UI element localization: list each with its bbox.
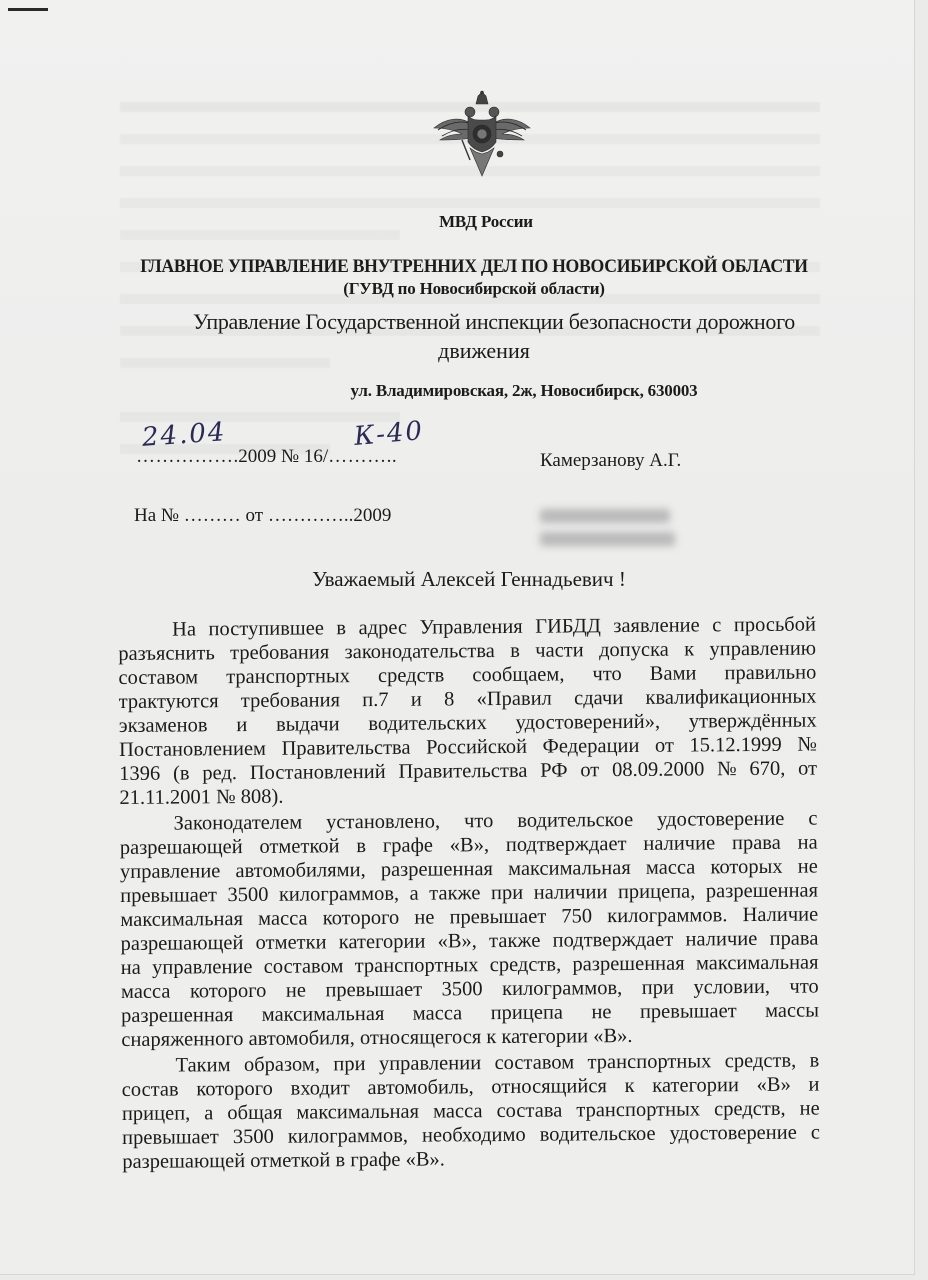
handwritten-number: К-40 <box>352 416 426 452</box>
year-and-number-prefix: .2009 № 16/ <box>233 446 329 467</box>
redacted-address-line-1 <box>540 509 670 523</box>
paragraph-1-line: 21.11.2001 № 808). <box>119 785 284 809</box>
paragraph-2-line: максимальная масса которого не превышает 750 килограммов. Наличие <box>120 903 819 931</box>
date-dots: …………… <box>136 446 234 467</box>
sender-address: ул. Владимировская, 2ж, Новосибирск, 630003 <box>350 381 698 400</box>
paragraph-1-line: экзаменов и выдачи водительских удостоверений», утверждённых <box>118 709 817 737</box>
paragraph-3-line: превышает 3500 килограммов, необходимо водительское удостоверение с <box>121 1121 820 1149</box>
handwritten-date: 24.04 <box>141 417 228 453</box>
paragraph-2-line: превышает 3500 килограммов, а также при наличии прицепа, разрешенная <box>120 879 819 907</box>
mvd-emblem-icon <box>432 90 532 180</box>
paragraph-2-line: масса которого не превышает 3500 килограммов, при условии, что <box>120 975 819 1003</box>
paragraph-3-line: состав которого входит автомобиль, относящийся к категории «В» и <box>121 1073 820 1101</box>
paragraph-2-line: Законодателем установлено, что водительское удостоверение с <box>173 807 818 835</box>
paragraph-1-line: составом транспортных средств сообщаем, что Вами правильно <box>118 661 817 689</box>
department-name-line-2: движения <box>438 338 530 363</box>
paragraph-2-line: разрешенная максимальная масса прицепа не превышает массы <box>121 999 820 1027</box>
number-dots: ……….. <box>328 446 398 467</box>
paragraph-1-line: разъяснить требования законодательства в части допуска к управлению <box>118 637 817 665</box>
body-text <box>118 613 820 1173</box>
paragraph-2-line: разрешающей отметки категории «В», также подтверждает наличие права <box>120 927 819 955</box>
department-name-line-1: Управление Государственной инспекции безопасности дорожного <box>193 309 795 334</box>
paragraph-2-line: снаряженного автомобиля, относящегося к категории «В». <box>121 1024 633 1051</box>
corner-mark <box>8 8 48 11</box>
paragraph-2-line: управление автомобилями, разрешенная максимальная масса которых не <box>119 855 818 883</box>
recipient-name: Камерзанову А.Г. <box>540 450 682 471</box>
paragraph-3-line: прицеп, а общая максимальная масса состава транспортных средств, не <box>121 1097 820 1125</box>
paragraph-2-line: на управление составом транспортных средств, разрешенная максимальная <box>120 951 819 979</box>
paragraph-1-line: На поступившее в адрес Управления ГИБДД заявление с просьбой <box>172 613 816 641</box>
paragraph-1-line: трактуются требования п.7 и 8 «Правил сдачи квалификационных <box>118 685 817 713</box>
paragraph-1-line: Постановлением Правительства Российской Федерации от 15.12.1999 № <box>118 733 817 761</box>
salutation: Уважаемый Алексей Геннадьевич ! <box>312 567 626 591</box>
paragraph-1-line: 1396 (в ред. Постановлений Правительства РФ от 08.09.2000 № 670, от <box>119 757 818 785</box>
paragraph-3-line: разрешающей отметкой в графе «В». <box>122 1148 445 1173</box>
directorate-name: ГЛАВНОЕ УПРАВЛЕНИЕ ВНУТРЕННИХ ДЕЛ ПО НОВОСИБИРСКОЙ ОБЛАСТИ <box>140 256 808 277</box>
directorate-short-name: (ГУВД по Новосибирской области) <box>343 279 605 298</box>
redacted-address-line-2 <box>540 532 675 546</box>
reply-reference: На № ……… от …………..2009 <box>134 505 392 526</box>
ministry-name: МВД России <box>439 212 533 231</box>
paragraph-3-line: Таким образом, при управлении составом транспортных средств, в <box>175 1049 820 1077</box>
paragraph-2-line: разрешающей отметкой в графе «В», подтверждает наличие права на <box>119 831 818 859</box>
